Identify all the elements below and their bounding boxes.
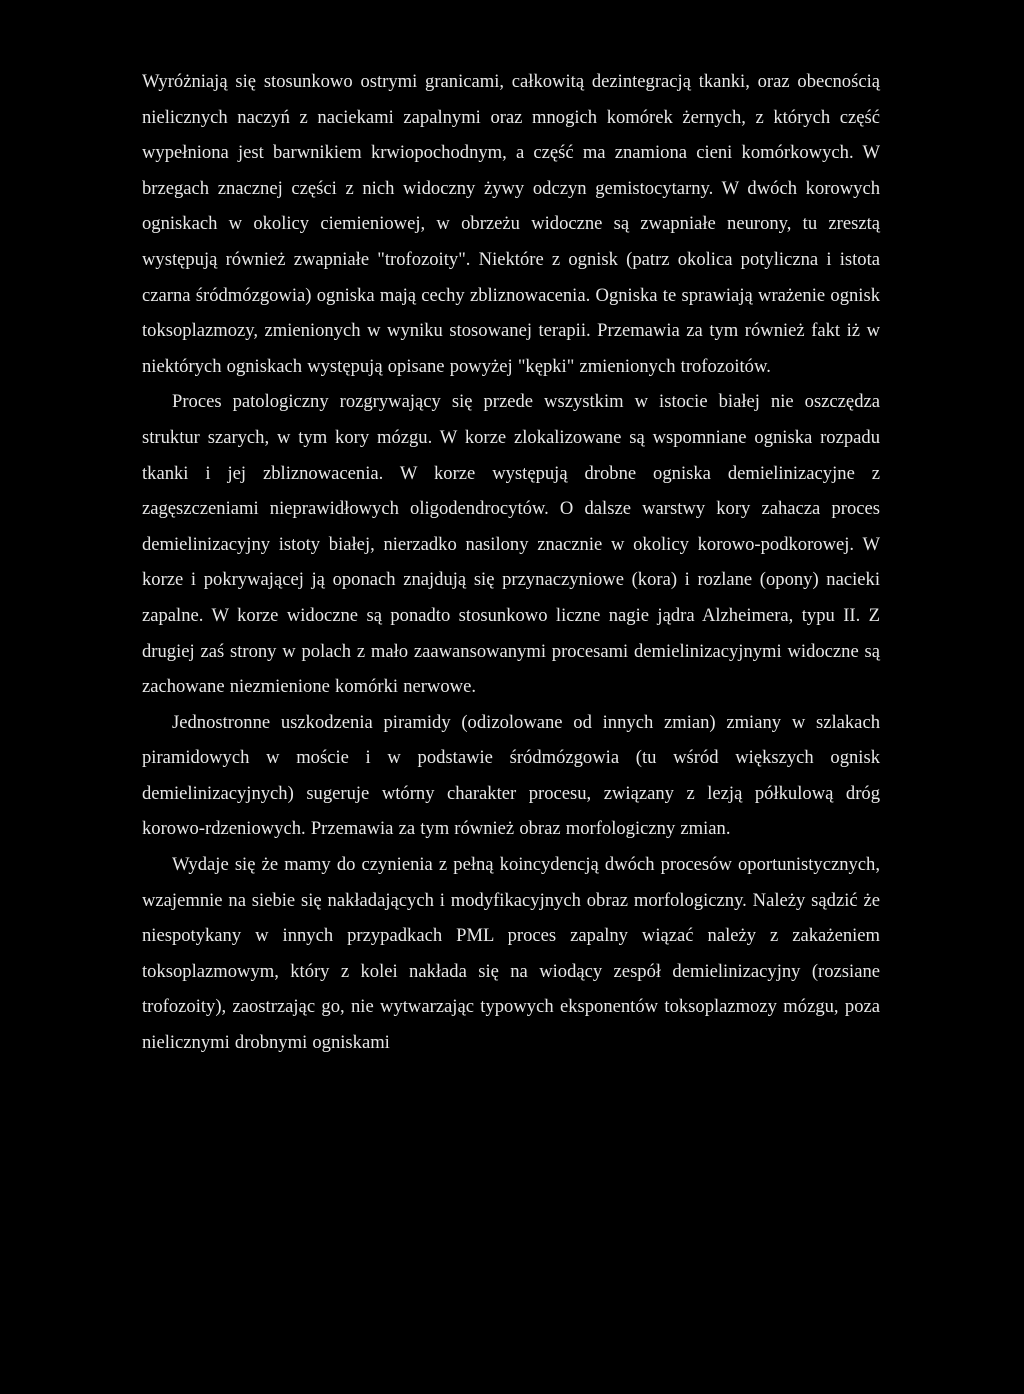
paragraph-pathological-process: Proces patologiczny rozgrywający się przede wszystkim w istocie białej nie oszczędza struktur szarych, w tym kory mózgu. W korze zlokalizowane są wspomniane ogniska rozpadu tkanki i jej zbliznowacenia. W korze występują drobne ogniska demielinizacyjne z zagęszczeniami nieprawidłowych oligodendrocytów. O dalsze warstwy kory zahacza proces demielinizacyjny istoty białej, nierzadko nasilony znacznie w okolicy korowo-podkorowej. W korze i pokrywającej ją oponach znajdują się przynaczyniowe (kora) i rozlane (opony) nacieki zapalne. W korze widoczne są ponadto stosunkowo liczne nagie jądra Alzheimera, typu II. Z drugiej zaś strony w polach z mało zaawansowanymi procesami demielinizacyjnymi widoczne są zachowane niezmienione komórki nerwowe. [142,391,880,698]
paragraph-pyramid-damage: Jednostronne uszkodzenia piramidy (odizolowane od innych zmian) zmiany w szlakach piramidowych w moście i w podstawie śródmózgowia (tu wśród większych ognisk demielinizacyjnych) sugeruje wtórny charakter procesu, związany z lezją półkulową dróg korowo-rdzeniowych. Przemawia za tym również obraz morfologiczny zmian. [142,711,880,840]
paragraph-lesion-description: Wyróżniają się stosunkowo ostrymi granicami, całkowitą dezintegracją tkanki, oraz obecnością nielicznych naczyń z naciekami zapalnymi oraz mnogich komórek żernych, z których część wypełniona jest barwnikiem krwiopochodnym, a część ma znamiona cieni komórkowych. W brzegach znacznej części z nich widoczny żywy odczyn gemistocytarny. W dwóch korowych ogniskach w okolicy ciemieniowej, w obrzeżu widoczne są zwapniałe neurony, tu zresztą występują również zwapniałe "trofozoity". Niektóre z ognisk (patrz okolica potyliczna i istota czarna śródmózgowia) ogniska mają cechy zbliznowacenia. Ogniska te sprawiają wrażenie ognisk toksoplazmozy, zmienionych w wyniku stosowanej terapii. Przemawia za tym również fakt iż w niektórych ogniskach występują opisane powyżej "kępki" zmienionych trofozoitów. [142,71,880,377]
paragraph-conclusion: Wydaje się że mamy do czynienia z pełną koincydencją dwóch procesów oportunistycznych, wzajemnie na siebie się nakładających i modyfikacyjnych obraz morfologiczny. Należy sądzić że niespotykany w innych przypadkach PML proces zapalny wiązać należy z zakażeniem toksoplazmowym, który z kolei nakłada się na wiodący zespół demielinizacyjny (rozsiane trofozoity), zaostrzając go, nie wytwarzając typowych eksponentów toksoplazmozy mózgu, poza nielicznymi drobnymi ogniskami [142,854,880,1054]
document-page [142,64,880,1061]
